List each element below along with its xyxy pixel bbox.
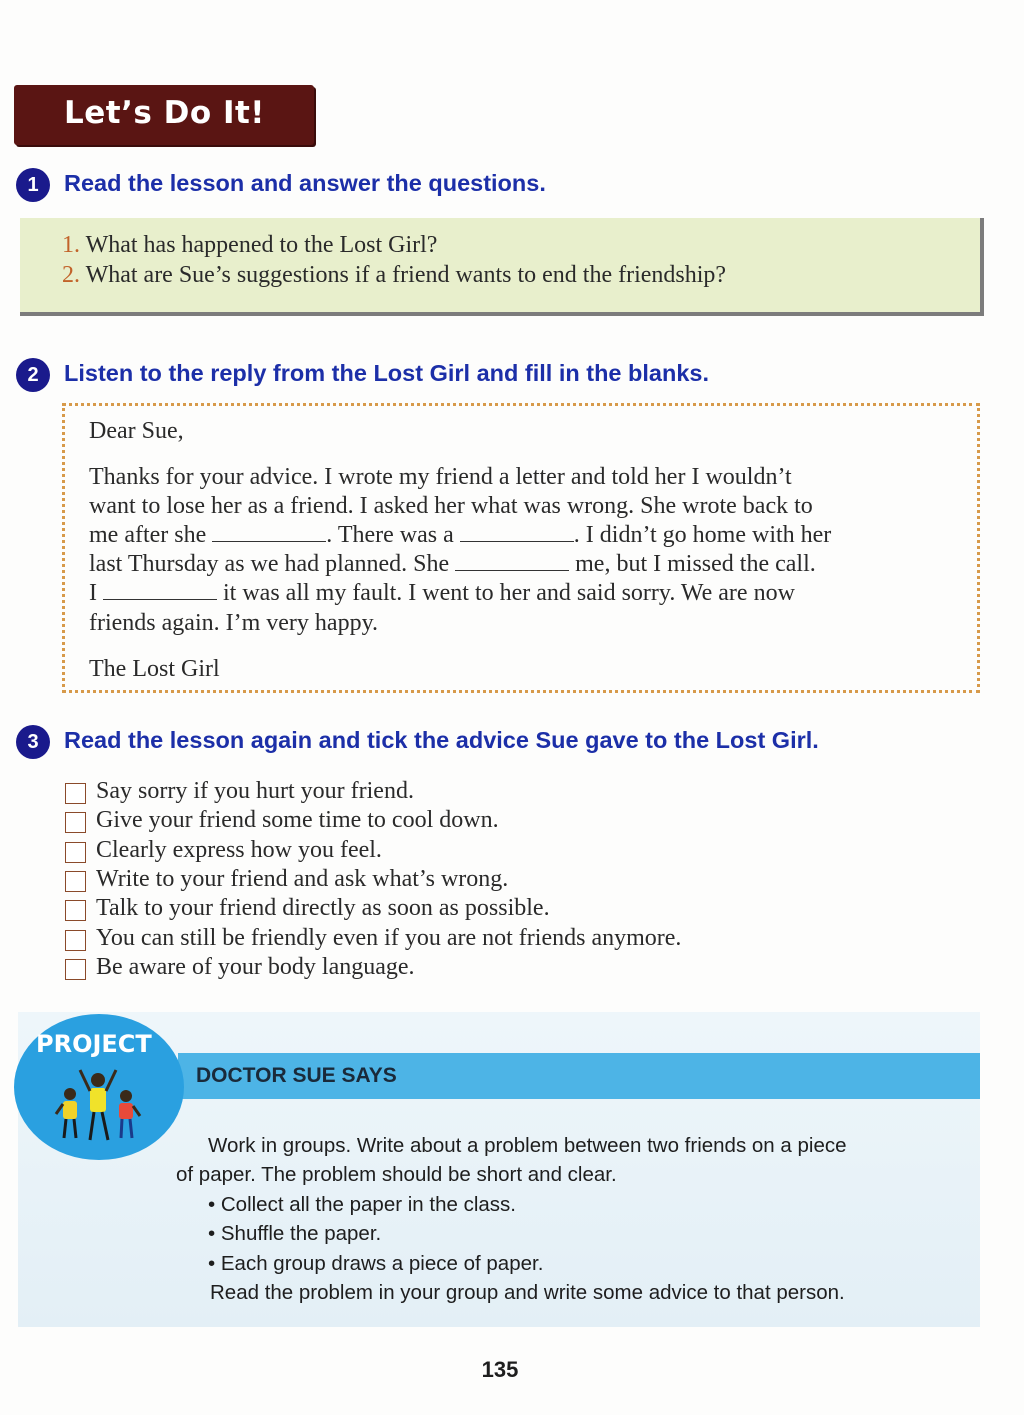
fill-blank-2[interactable] [460,523,574,542]
checkbox[interactable] [65,900,86,921]
question-item [62,232,437,259]
letter-signature: The Lost Girl [89,656,220,682]
project-title: DOCTOR SUE SAYS [196,1064,397,1087]
fill-blank-1[interactable] [212,523,326,542]
letter-line: want to lose her as a friend. I asked her what was wrong. She wrote back to [89,493,813,519]
project-instruction: of paper. The problem should be short and clear. [176,1163,617,1186]
checklist-item-label: Clearly express how you feel. [96,837,382,863]
checklist-item-label: Say sorry if you hurt your friend. [96,778,414,804]
question-box [20,218,984,316]
project-instruction: Work in groups. Write about a problem between two friends on a piece [208,1134,847,1157]
letter-greeting: Dear Sue, [89,418,184,444]
lesson-title-banner [14,85,314,145]
project-title-bar [178,1053,980,1099]
letter-line [89,522,831,549]
checkbox[interactable] [65,959,86,980]
letter-text: . I didn’t go home with her [573,522,832,548]
checkbox[interactable] [65,812,86,833]
question-text: What has happened to the Lost Girl? [80,232,438,258]
checkbox[interactable] [65,842,86,863]
question-number: 2. [62,262,80,288]
fill-blank-4[interactable] [103,581,217,600]
question-text: What are Sue’s suggestions if a friend wants to end the friendship? [80,262,727,288]
children-illustration-icon [50,1058,146,1148]
fill-blank-3[interactable] [455,552,569,571]
question-number: 1. [62,232,80,258]
letter-text: it was all my fault. I went to her and said sorry. We are now [217,580,795,606]
letter-text: last Thursday as we had planned. She [89,551,456,577]
page-number: 135 [481,1357,519,1382]
checklist-item-label: Talk to your friend directly as soon as possible. [96,895,550,921]
question-item [62,262,726,289]
section-1-number-badge: 1 [16,168,50,202]
project-closing: Read the problem in your group and write some advice to that person. [210,1281,845,1304]
letter-text: . There was a [326,522,460,548]
lesson-title: Let’s Do It! [64,95,265,131]
letter-box [62,403,980,693]
project-label: PROJECT [36,1030,152,1058]
checklist-item-label: Give your friend some time to cool down. [96,807,499,833]
letter-text: I [89,580,103,606]
checklist-item-label: Write to your friend and ask what’s wrong. [96,866,509,892]
project-bullet: • Each group draws a piece of paper. [208,1252,544,1275]
project-bullet: • Shuffle the paper. [208,1222,382,1245]
section-1-heading: Read the lesson and answer the questions. [64,170,546,196]
section-3-number-badge: 3 [16,725,50,759]
letter-line: friends again. I’m very happy. [89,610,379,636]
section-3-heading: Read the lesson again and tick the advice Sue gave to the Lost Girl. [64,727,819,753]
checkbox[interactable] [65,871,86,892]
checkbox[interactable] [65,783,86,804]
project-bullet: • Collect all the paper in the class. [208,1193,517,1216]
checklist-item-label: You can still be friendly even if you are not friends anymore. [96,925,682,951]
section-2-heading: Listen to the reply from the Lost Girl and fill in the blanks. [64,360,710,386]
section-2-number-badge: 2 [16,358,50,392]
letter-text: me, but I missed the call. [569,551,816,577]
letter-line [89,551,816,578]
letter-line: Thanks for your advice. I wrote my friend a letter and told her I wouldn’t [89,464,792,490]
checkbox[interactable] [65,930,86,951]
checklist-item-label: Be aware of your body language. [96,954,415,980]
letter-text: me after she [89,522,213,548]
letter-line [89,580,795,607]
